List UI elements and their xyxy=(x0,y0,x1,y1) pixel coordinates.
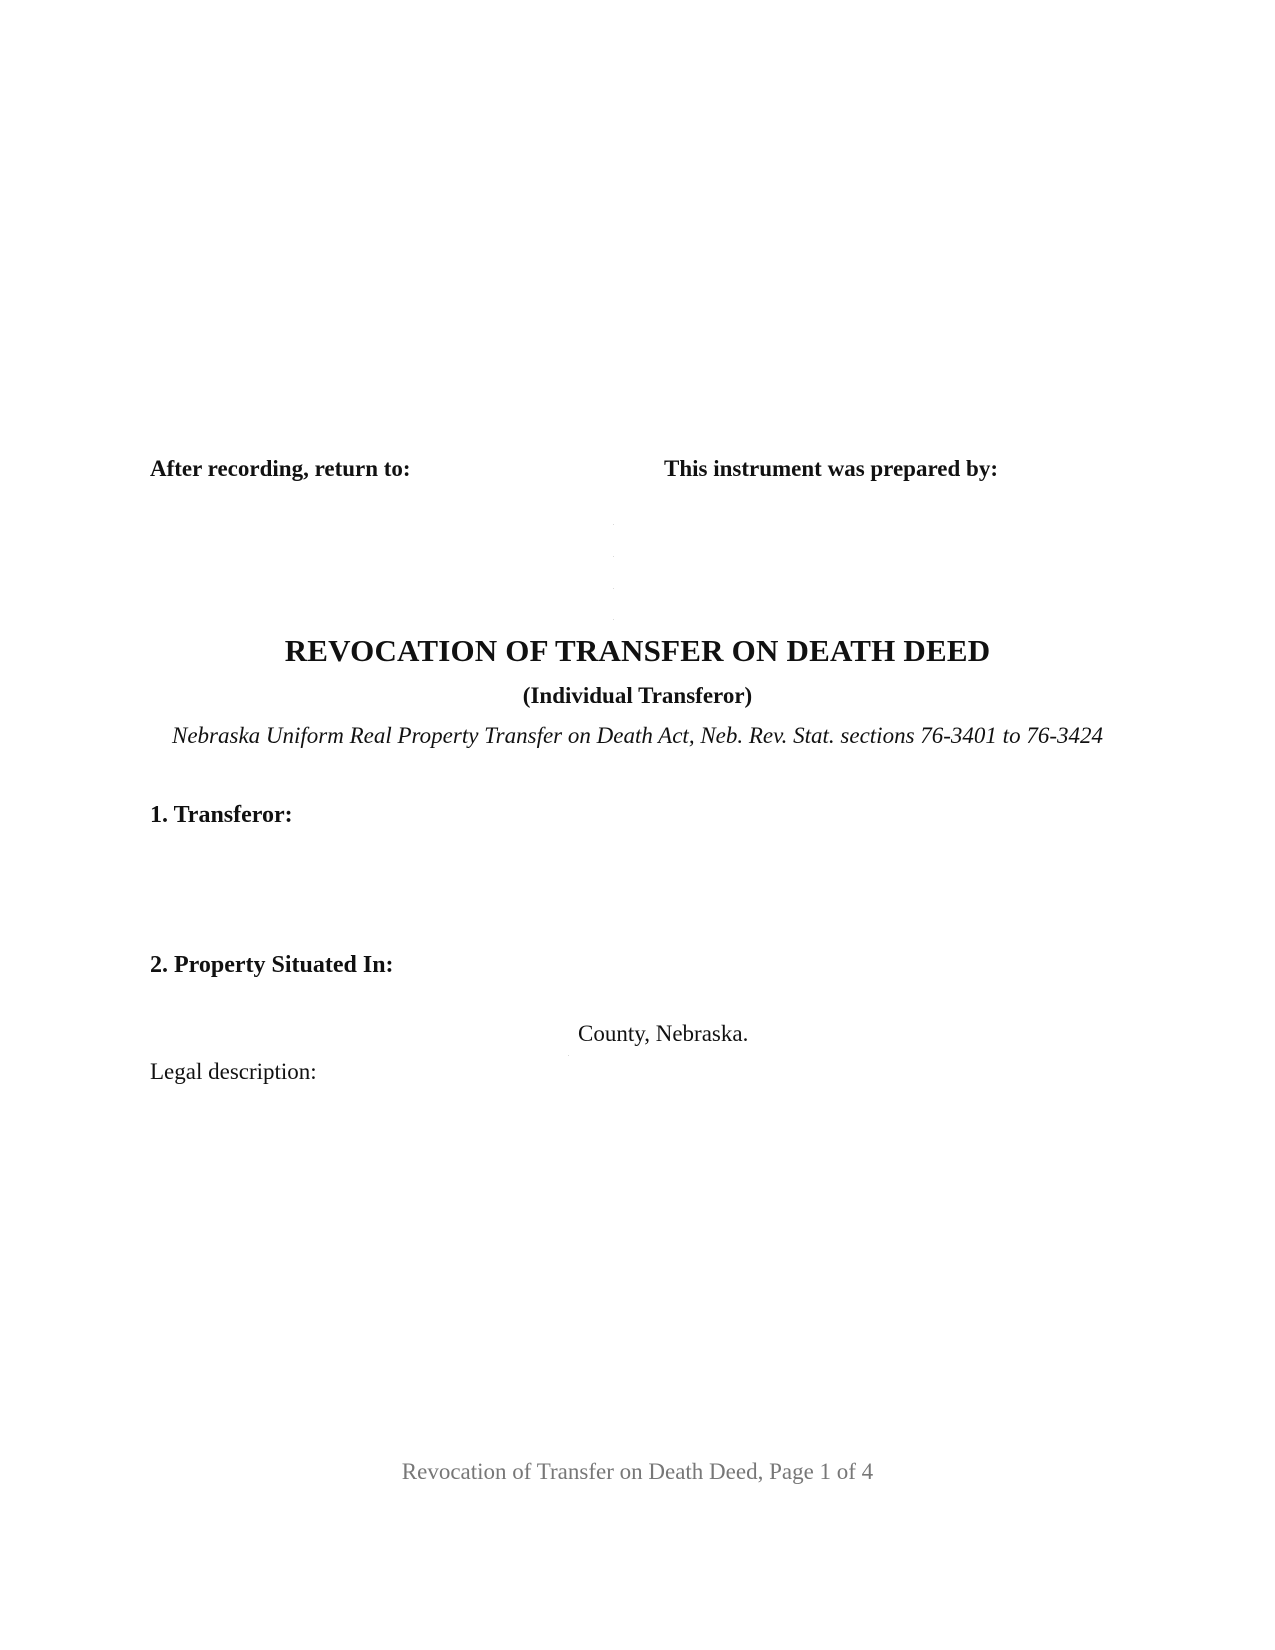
prepared-by-label: This instrument was prepared by: xyxy=(664,456,998,481)
form-field-marker xyxy=(613,588,614,589)
legal-description-label: Legal description: xyxy=(150,1059,317,1084)
form-field-marker xyxy=(568,1055,569,1056)
county-text: County, Nebraska. xyxy=(578,1021,749,1046)
page-footer: Revocation of Transfer on Death Deed, Page 1 of 4 xyxy=(401,1459,874,1484)
form-field-marker xyxy=(613,619,614,620)
document-subtitle: (Individual Transferor) xyxy=(522,683,753,708)
return-to-label: After recording, return to: xyxy=(150,456,411,481)
document-title: REVOCATION OF TRANSFER ON DEATH DEED xyxy=(284,633,991,668)
property-situated-heading: 2. Property Situated In: xyxy=(150,952,394,978)
form-field-marker xyxy=(613,524,614,525)
statute-citation: Nebraska Uniform Real Property Transfer on Death Act, Neb. Rev. Stat. sections 76-3401 to 76-3424 xyxy=(172,723,1103,748)
transferor-heading: 1. Transferor: xyxy=(150,802,293,828)
form-field-marker xyxy=(613,556,614,557)
